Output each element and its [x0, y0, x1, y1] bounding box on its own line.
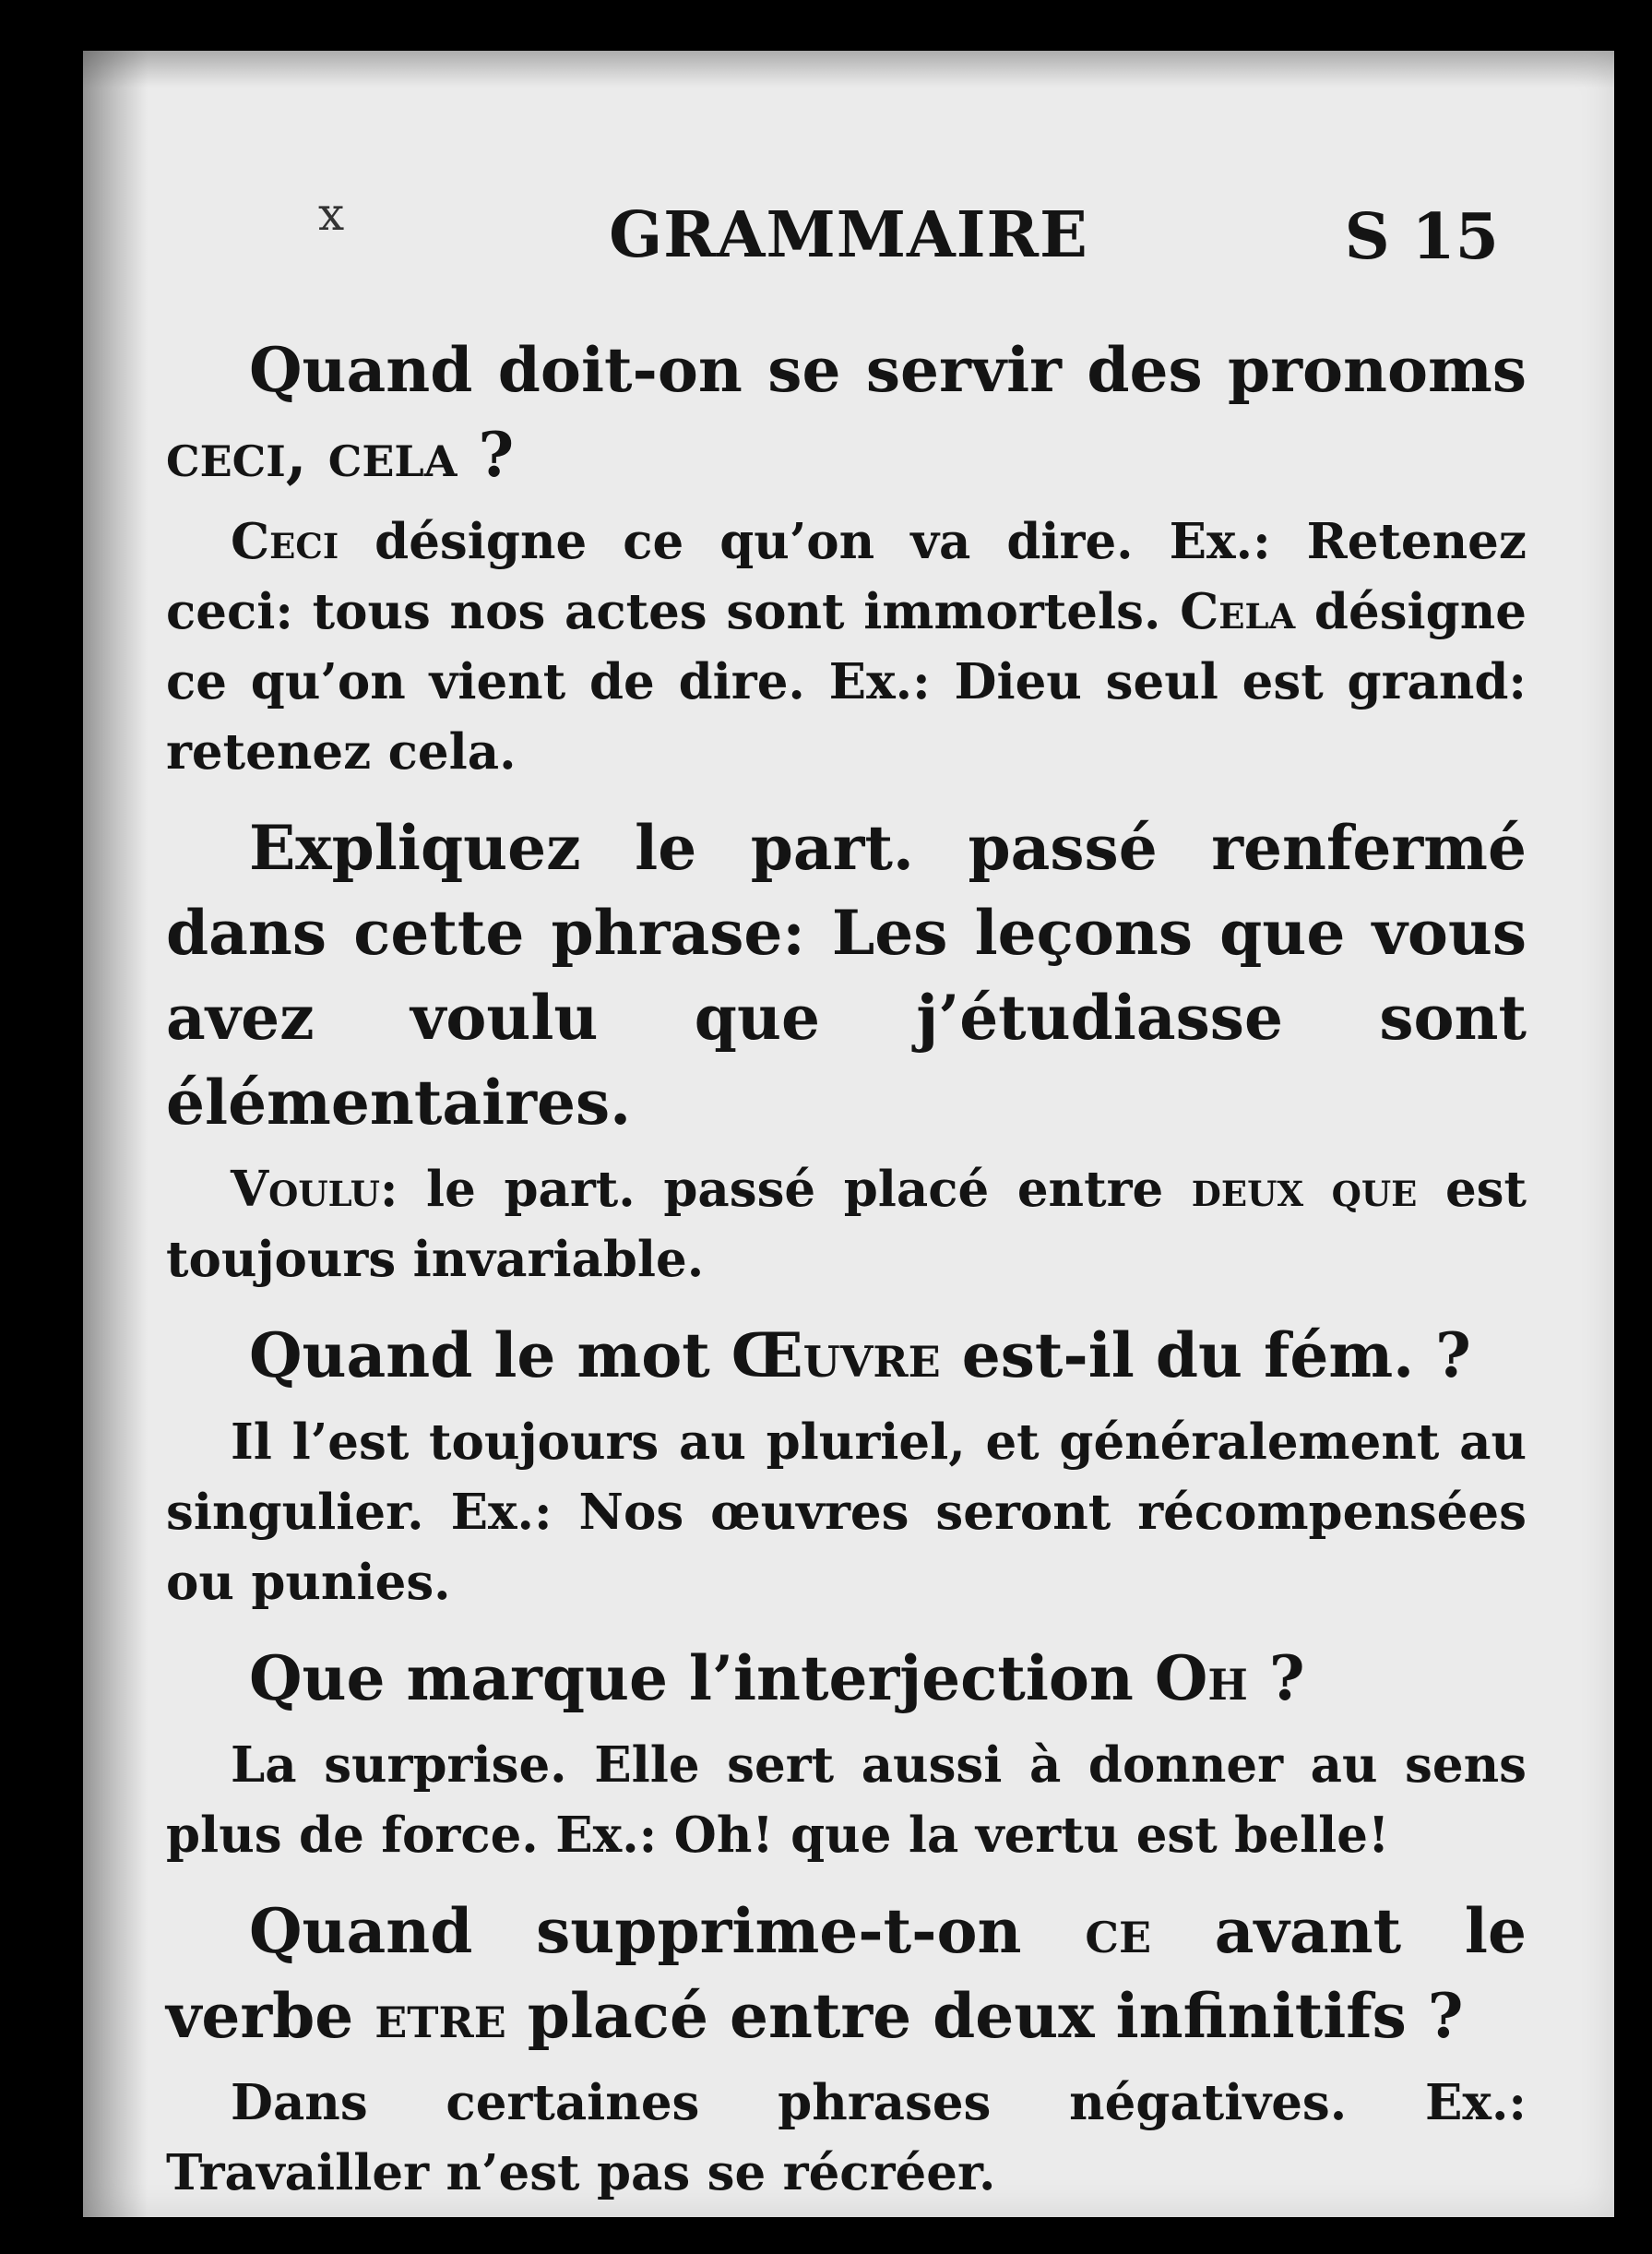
answer-1: Ceci désigne ce qu’on va dire. Ex.: Retenez ceci: tous nos actes sont immortels. Cela désigne ce qu’on vient de dire. Ex.: Dieu seul est grand: retenez cela.: [166, 513, 1527, 781]
question-4: Que marque l’interjection Oh ?: [249, 1642, 1305, 1714]
answer-3: Il l’est toujours au pluriel, et généralement au singulier. Ex.: Nos œuvres seront récompensées ou punies.: [166, 1413, 1527, 1611]
keyword: etre: [374, 1980, 506, 2052]
flash-card: [83, 51, 1614, 2217]
question-3: Quand le mot Œuvre est-il du fém. ?: [249, 1319, 1471, 1391]
question-2: Expliquez le part. passé renfermé dans cette phrase: Les leçons que vous avez voulu que j’étudiasse sont élémentaires.: [166, 812, 1527, 1139]
keyword: deux que: [1191, 1161, 1418, 1218]
card-number: S 15: [1344, 200, 1499, 274]
keyword: Cela: [1180, 583, 1296, 640]
keyword: ce: [1085, 1895, 1152, 1967]
answer-4: La surprise. Elle sert aussi à donner au sens plus de force. Ex.: Oh! que la vertu est belle!: [166, 1736, 1527, 1864]
pencil-mark: x: [318, 187, 345, 241]
keyword: Ceci: [231, 513, 339, 570]
answer-2: Voulu: le part. passé placé entre deux que est toujours invariable.: [166, 1161, 1527, 1288]
card-content: [166, 328, 1527, 2226]
keyword: Œuvre: [731, 1319, 941, 1391]
answer-5: Dans certaines phrases négatives. Ex.: Travailler n’est pas se récréer.: [166, 2074, 1527, 2201]
keyword: Oh: [1154, 1642, 1248, 1714]
page-title: GRAMMAIRE: [609, 198, 1088, 272]
question-1: Quand doit-on se servir des pronoms ceci, cela ?: [166, 334, 1527, 491]
keyword: Voulu: [231, 1161, 380, 1218]
keyword: ceci, cela: [166, 419, 458, 491]
question-5: Quand supprime-t-on ce avant le verbe etre placé entre deux infinitifs ?: [166, 1895, 1527, 2052]
card-header: [83, 161, 1614, 274]
